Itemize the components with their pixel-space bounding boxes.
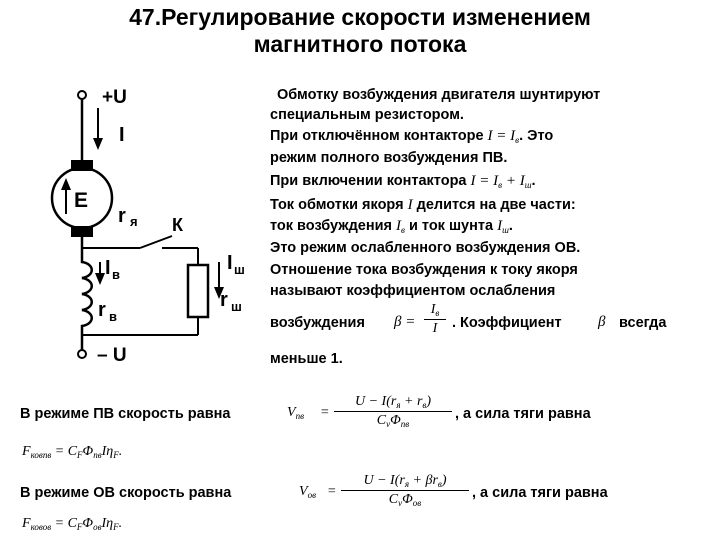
text-line-11c: всегда [619,315,667,331]
shunt-resistance-label: r [220,289,228,311]
current-iv-sub: в [112,267,120,282]
armature-resistance-sub: я [130,214,138,229]
pv-speed-prefix: В режиме ПВ скорость равна [20,406,231,422]
pv-force-prefix: , а сила тяги равна [455,406,591,422]
formula-i-equals-iv: $I = I_в$ [487,128,520,145]
emf-arrowhead [61,178,71,190]
ov-force-formula: $F_{ковов} = C_F\Phi_{ов}I\eta_F$. [22,516,123,532]
slide-title-line-2: магнитного потока [253,31,467,57]
text-line-10: называют коэффициентом ослабления [270,283,556,299]
ov-speed-fraction: $U - I(r_я + \beta r_в)$ $C_v\Phi_{ов}$ [341,473,469,508]
beta-symbol: β [598,314,606,330]
current-ish-sub: ш [234,262,245,277]
ov-equals: = [327,484,337,499]
pv-force-formula: $F_{ковпв} = C_F\Phi_{пв}I\eta_F$. [22,444,123,460]
contactor-k-switch [140,236,172,248]
pv-speed-label: $V_{пв}$ [287,405,304,421]
text-line-3: При отключённом контакторе $I = I_в$. Это [270,128,554,145]
ov-force-prefix: , а сила тяги равна [472,485,608,501]
plus-u-label: +U [102,87,127,108]
current-i-label: I [119,124,125,146]
shunt-resistor [188,265,208,317]
contactor-k-label: К [172,215,183,235]
text-line-8: Это режим ослабленного возбуждения ОВ. [270,240,581,256]
ov-speed-label: $V_{ов}$ [299,484,316,500]
text-line-11b: . Коэффициент [452,315,562,331]
current-iv-label: I [105,257,111,279]
field-resistance-sub: в [109,309,117,324]
text-line-4: режим полного возбуждения ПВ. [270,150,508,166]
current-i-arrowhead [93,138,103,150]
shunt-resistance-sub: ш [231,299,242,314]
emf-label: E [74,189,89,212]
text-line-11a: возбуждения [270,315,365,331]
ov-speed-prefix: В режиме ОВ скорость равна [20,485,232,501]
minus-u-label: – U [97,345,127,366]
text-line-1: Обмотку возбуждения двигателя шунтируют [277,87,601,103]
minus-terminal [78,350,86,358]
field-resistance-label: r [98,299,106,321]
current-ish-label: I [227,252,233,274]
pv-speed-fraction: $U - I(r_я + r_в)$ $C_v\Phi_{пв}$ [334,394,452,429]
text-line-2: специальным резистором. [270,107,464,123]
slide-title-line-1: 47.Регулирование скорости изменением [129,4,591,30]
plus-terminal [78,91,86,99]
beta-equals: β = [394,314,416,330]
text-line-5: При включении контактора $I = I_в + I_ш$. [270,173,536,190]
armature-resistance-label: r [118,205,126,227]
text-line-6: Ток обмотки якоря I делится на две части: [270,197,576,213]
text-line-7: ток возбуждения $I_в$ и ток шунта $I_ш$. [270,218,513,235]
formula-i-sum: $I = I_в + I_ш$ [470,173,532,190]
pv-equals: = [320,405,330,420]
text-line-9: Отношение тока возбуждения к току якоря [270,262,578,278]
current-iv-arrowhead [95,273,105,285]
text-line-12: меньше 1. [270,351,343,367]
beta-fraction: $I_в$ I [424,302,446,337]
